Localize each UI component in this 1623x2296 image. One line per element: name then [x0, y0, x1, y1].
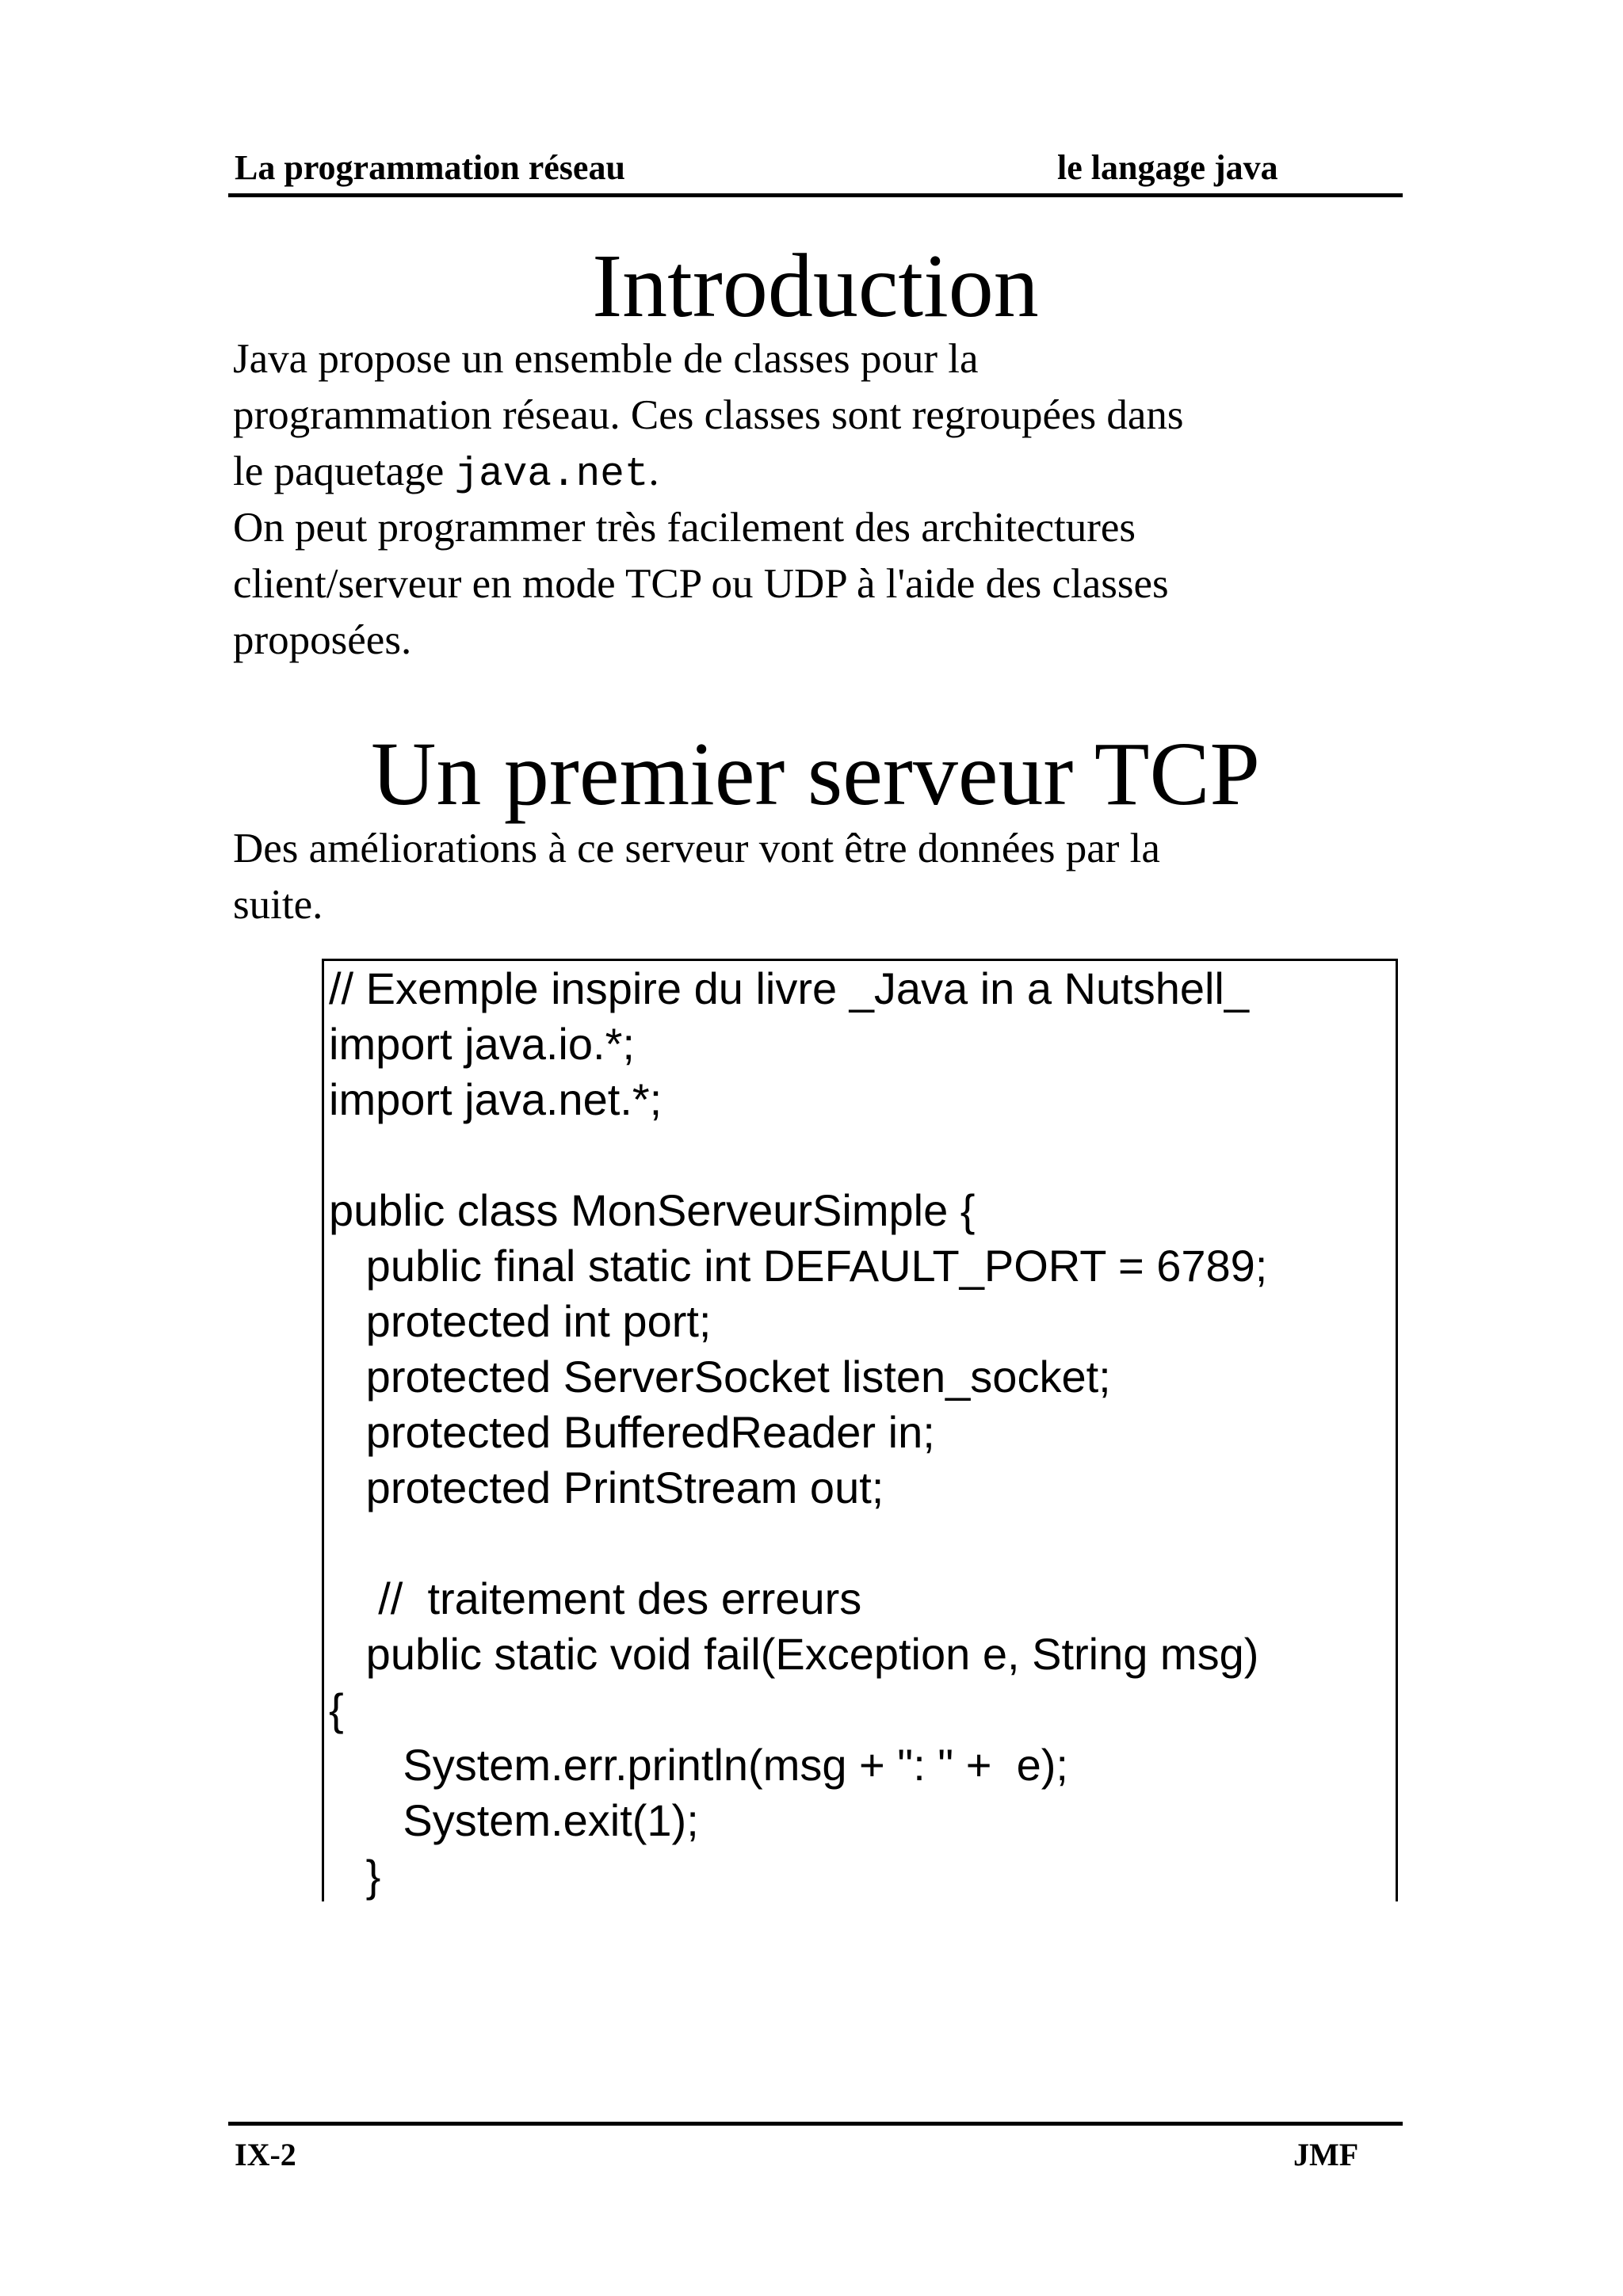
intro-paragraph-2: [233, 500, 1403, 669]
code-line: // traitement des erreurs: [329, 1573, 862, 1623]
code-line: }: [329, 1851, 381, 1901]
text-fragment: .: [648, 448, 659, 494]
code-line: import java.io.*;: [329, 1019, 635, 1069]
text-line: suite.: [233, 882, 323, 928]
text-fragment: le paquetage: [233, 448, 455, 494]
code-line: // Exemple inspire du livre _Java in a Nutshell_: [329, 963, 1250, 1013]
code-line: protected int port;: [329, 1296, 712, 1346]
text-line: client/serveur en mode TCP ou UDP à l'aide des classes: [233, 561, 1169, 607]
inline-code: java.net: [454, 452, 649, 498]
text-line: proposées.: [233, 617, 412, 663]
code-line: protected ServerSocket listen_socket;: [329, 1352, 1111, 1402]
code-line: System.err.println(msg + ": " + e);: [329, 1740, 1068, 1790]
header-right-title: le langage java: [1057, 148, 1278, 187]
code-line: public final static int DEFAULT_PORT = 6789;: [329, 1241, 1268, 1291]
text-line: On peut programmer très facilement des architectures: [233, 505, 1136, 551]
code-line: protected BufferedReader in;: [329, 1407, 935, 1457]
code-line: import java.net.*;: [329, 1074, 663, 1124]
text-line: programmation réseau. Ces classes sont regroupées dans: [233, 392, 1184, 438]
code-line: {: [329, 1684, 344, 1734]
section-title-tcp-server: Un premier serveur TCP: [371, 723, 1260, 824]
intro-paragraph-1: [233, 331, 1403, 503]
code-listing: [322, 959, 1398, 1901]
footer-page-number: IX-2: [235, 2137, 296, 2172]
footer-author: JMF: [1293, 2137, 1359, 2172]
tcp-paragraph: [233, 821, 1403, 933]
text-line: Des améliorations à ce serveur vont être données par la: [233, 826, 1160, 871]
text-line: [233, 444, 1403, 503]
code-line: protected PrintStream out;: [329, 1463, 884, 1512]
code-line: public class MonServeurSimple {: [329, 1185, 976, 1235]
text-line: Java propose un ensemble de classes pour la: [233, 336, 979, 382]
section-title-introduction: Introduction: [592, 235, 1039, 336]
code-line: public static void fail(Exception e, String msg): [329, 1629, 1259, 1679]
page-footer: [228, 2122, 1403, 2173]
code-line: System.exit(1);: [329, 1795, 699, 1845]
page-header: [228, 146, 1403, 197]
header-left-title: La programmation réseau: [235, 148, 625, 187]
